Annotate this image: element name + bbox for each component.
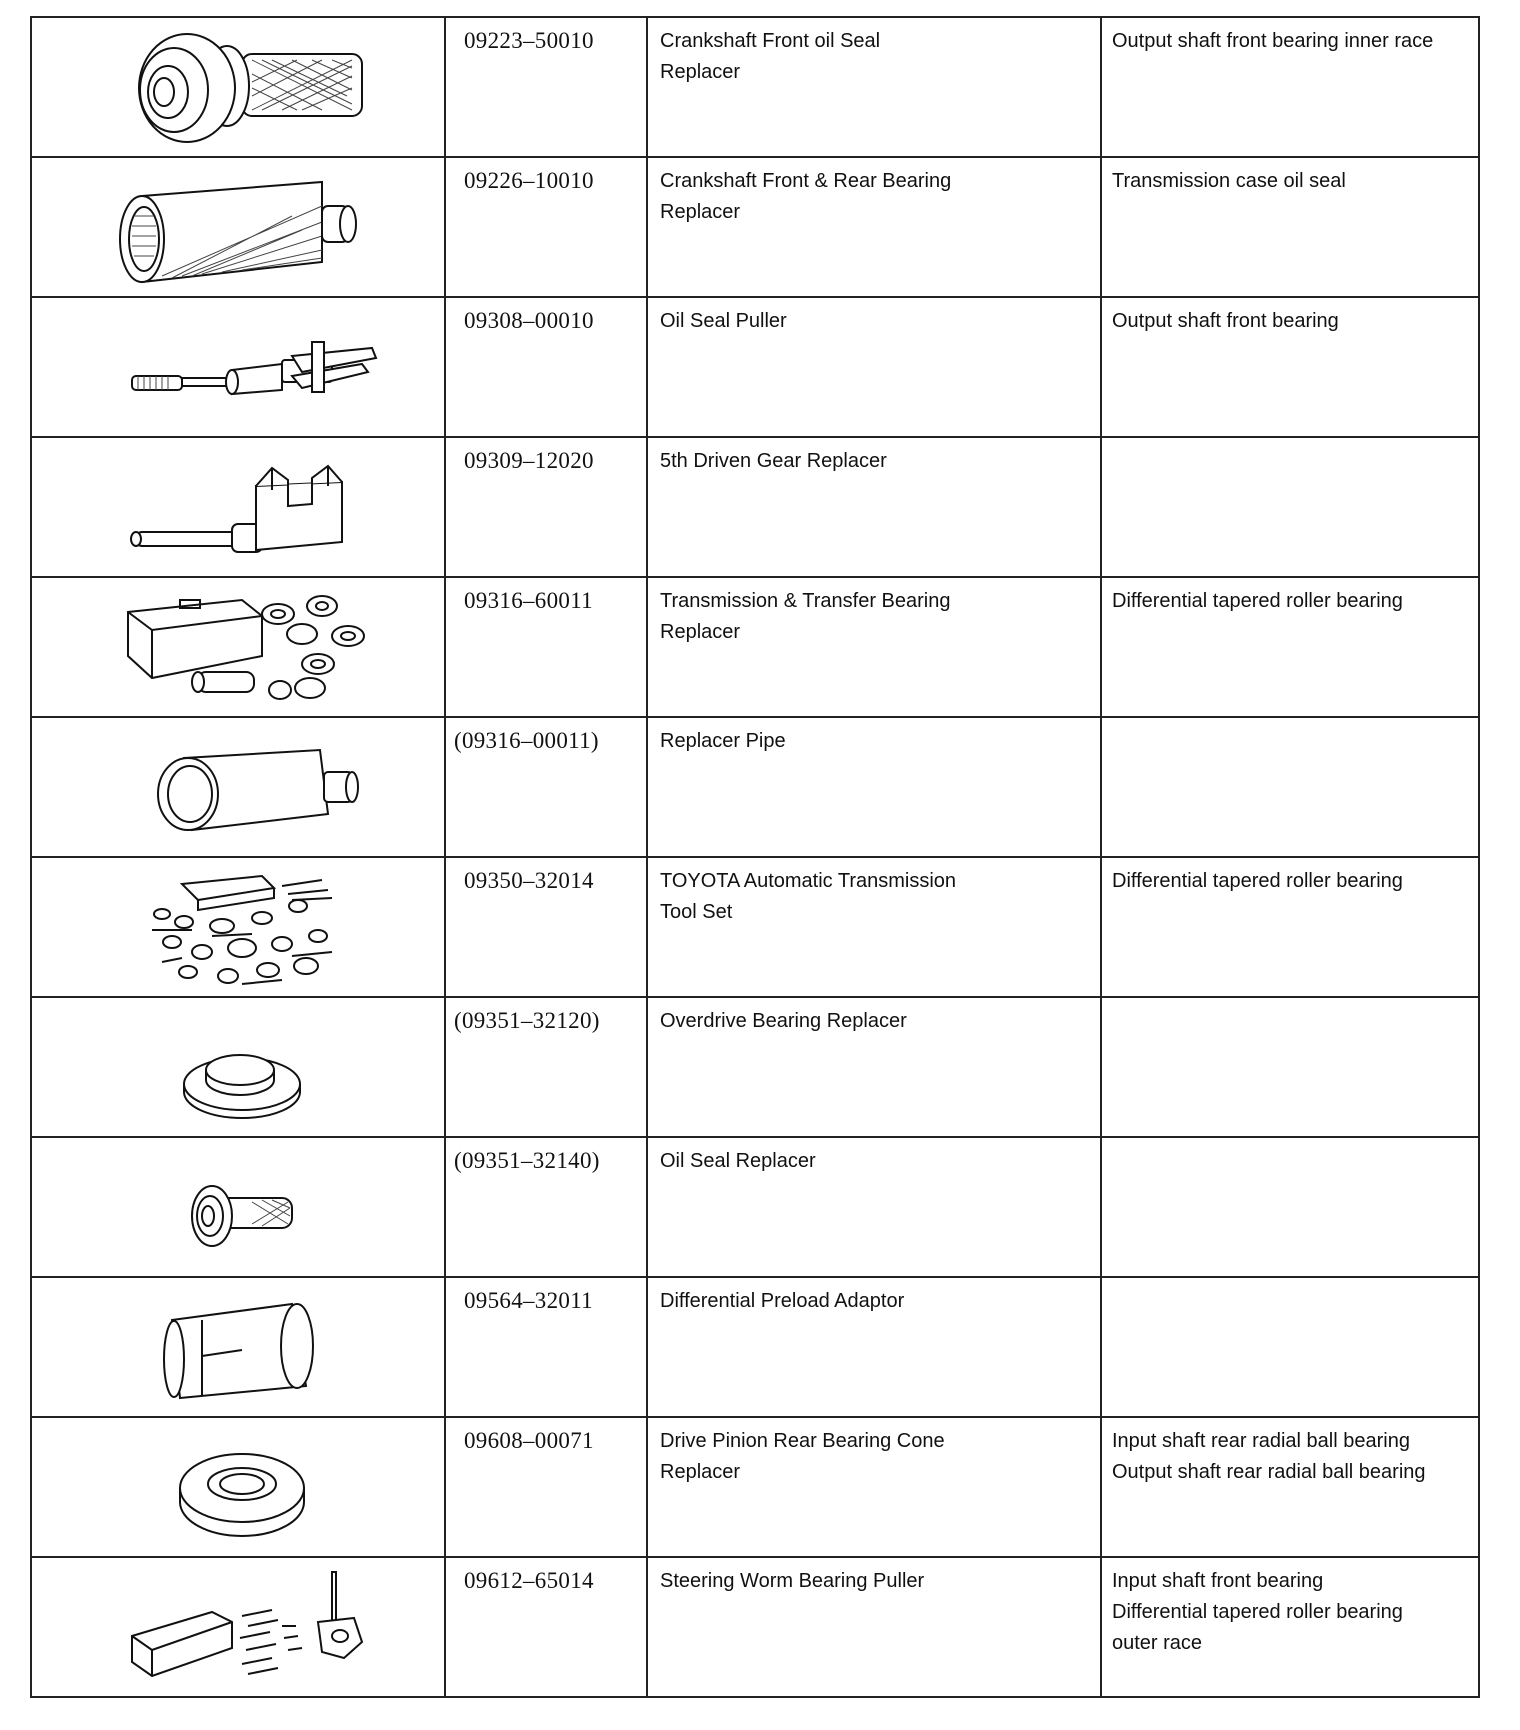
table-row: [31, 1557, 1479, 1697]
table-row: [31, 157, 1479, 297]
table-row: [31, 1137, 1479, 1277]
gear-replacer-icon: [92, 446, 392, 572]
part-number: 09612–65014: [464, 1568, 594, 1593]
tool-usage: Output shaft front bearing inner race: [1112, 30, 1434, 52]
part-number: (09316–00011): [454, 728, 599, 753]
bearing-replacer-icon: [92, 166, 392, 292]
tool-name: 5th Driven Gear Replacer: [660, 450, 887, 472]
tool-name: Steering Worm Bearing Puller: [660, 1570, 925, 1592]
tool-name: Overdrive Bearing Replacer: [660, 1010, 907, 1032]
tool-kit-icon: [92, 586, 392, 712]
table-row: [31, 577, 1479, 717]
table-row: [31, 297, 1479, 437]
tool-usage: Input shaft rear radial ball bearing Output shaft rear radial ball bearing: [1112, 1430, 1426, 1483]
tool-usage: Transmission case oil seal: [1112, 170, 1346, 192]
tool-usage: [1102, 998, 1478, 1006]
oil-seal-replacer-icon: [92, 26, 392, 152]
bearing-puller-kit-icon: [92, 1566, 392, 1692]
bearing-cone-replacer-icon: [92, 1426, 392, 1552]
tool-usage: [1102, 1278, 1478, 1286]
replacer-pipe-icon: [92, 726, 392, 852]
part-number: 09226–10010: [464, 168, 594, 193]
tool-usage: Differential tapered roller bearing: [1112, 870, 1403, 892]
tool-name: Crankshaft Front & Rear Bearing Replacer: [660, 170, 952, 223]
tool-usage: [1102, 438, 1478, 446]
tool-set-icon: [92, 866, 392, 992]
part-number: (09351–32140): [454, 1148, 600, 1173]
tool-name: TOYOTA Automatic Transmission Tool Set: [660, 870, 957, 923]
preload-adaptor-icon: [92, 1286, 392, 1412]
part-number: 09608–00071: [464, 1428, 594, 1453]
tool-usage: Input shaft front bearing Differential tapered roller bearing outer race: [1112, 1570, 1403, 1654]
small-seal-replacer-icon: [92, 1146, 392, 1272]
part-number: 09223–50010: [464, 28, 594, 53]
tool-usage: Differential tapered roller bearing: [1112, 590, 1403, 612]
table-row: [31, 1417, 1479, 1557]
tool-name: Drive Pinion Rear Bearing Cone Replacer: [660, 1430, 945, 1483]
tool-name: Differential Preload Adaptor: [660, 1290, 905, 1312]
tool-usage: [1102, 1138, 1478, 1146]
table-row: [31, 437, 1479, 577]
table-row: [31, 1277, 1479, 1417]
part-number: 09309–12020: [464, 448, 594, 473]
tool-usage: [1102, 718, 1478, 726]
table-row: [31, 717, 1479, 857]
table-row: [31, 17, 1479, 157]
oil-seal-puller-icon: [92, 306, 392, 432]
part-number: 09316–60011: [464, 588, 593, 613]
special-tools-table: [30, 16, 1480, 1698]
part-number: 09350–32014: [464, 868, 594, 893]
part-number: 09564–32011: [464, 1288, 593, 1313]
tool-name: Oil Seal Puller: [660, 310, 787, 332]
bearing-disc-icon: [92, 1006, 392, 1132]
table-row: [31, 997, 1479, 1137]
tool-name: Oil Seal Replacer: [660, 1150, 816, 1172]
table-row: [31, 857, 1479, 997]
tool-name: Crankshaft Front oil Seal Replacer: [660, 30, 881, 83]
tool-name: Transmission & Transfer Bearing Replacer: [660, 590, 951, 643]
part-number: 09308–00010: [464, 308, 594, 333]
part-number: (09351–32120): [454, 1008, 600, 1033]
tool-usage: Output shaft front bearing: [1112, 310, 1339, 332]
tool-name: Replacer Pipe: [660, 730, 786, 752]
